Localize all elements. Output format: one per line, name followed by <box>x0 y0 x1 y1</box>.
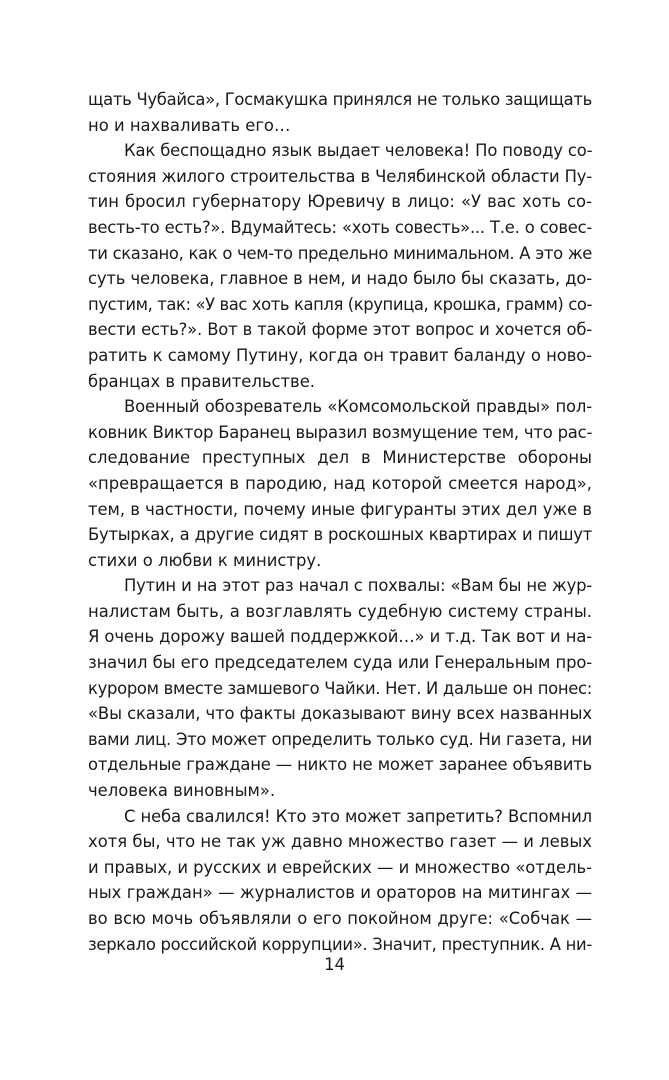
text-line: курором вместе замшевого Чайки. Нет. И дальше он понес: <box>88 678 592 698</box>
text-line: но и нахваливать его… <box>88 115 291 135</box>
text-line: отдельные граждане — никто не может заранее объявить <box>88 755 592 775</box>
text-line: стихи о любви к министру. <box>88 550 322 570</box>
text-line: ковник Виктор Баранец выразил возмущение тем, что рас- <box>88 422 593 442</box>
text-line: Бутырках, а другие сидят в роскошных квартирах и пишут <box>88 525 592 545</box>
text-line: тем, в частности, почему иные фигуранты этих дел уже в <box>88 499 592 519</box>
text-line: во всю мочь объявляли о его покойном друге: «Собчак — <box>88 909 592 928</box>
text-line: и правых, и русских и еврейских — и множество «отдель- <box>88 857 592 877</box>
text-line: стояния жилого строительства в Челябинской области Пу- <box>88 166 592 186</box>
text-line: Как беспощадно язык выдает человека! По поводу со- <box>124 141 593 161</box>
text-line: зеркало российской коррупции». Значит, преступник. А ни- <box>88 934 592 954</box>
text-line: «Вы сказали, что факты доказывают вину всех названных <box>88 704 592 724</box>
text-line: налистам быть, а возглавлять судебную систему страны. <box>88 601 592 621</box>
page-number: 14 <box>324 955 345 974</box>
text-line: щать Чубайса», Госмакушка принялся не только защищать <box>88 90 592 109</box>
text-line: вести есть?». Вот в такой форме этот вопрос и хочется об- <box>88 320 592 340</box>
text-line: суть человека, главное в нем, и надо было бы сказать, до- <box>88 269 592 289</box>
text-line: тин бросил губернатору Юревичу в лицо: «У вас хоть со- <box>88 192 592 212</box>
text-line: вами лиц. Это может определить только суд. Ни газета, ни <box>88 729 592 749</box>
body-text <box>88 87 592 957</box>
text-line: бранцах в правительстве. <box>88 371 316 391</box>
text-line: следование преступных дел в Министерстве обороны <box>88 448 592 468</box>
text-line: С неба свалился! Кто это может запретить? Вспомнил <box>124 806 592 826</box>
text-line: Я очень дорожу вашей поддержкой…» и т.д. Так вот и на- <box>88 627 593 647</box>
text-line: весть-то есть?». Вдумайтесь: «хоть совесть»... Т.е. о совес- <box>88 217 592 237</box>
text-line: ратить к самому Путину, когда он травит баланду о ново- <box>88 345 592 365</box>
text-line: ти сказано, как о чем-то предельно минимальном. А это же <box>88 243 592 263</box>
text-line: ных граждан» — журналистов и ораторов на митингах — <box>88 883 592 903</box>
text-line: Военный обозреватель «Комсомольской правды» пол- <box>124 397 592 417</box>
text-line: человека виновным». <box>88 781 276 801</box>
text-line: Путин и на этот раз начал с похвалы: «Вам бы не жур- <box>124 576 592 596</box>
text-line: «превращается в пародию, над которой смеется народ», <box>88 473 592 493</box>
text-line: значил бы его председателем суда или Генеральным про- <box>88 653 592 673</box>
text-line: хотя бы, что не так уж давно множество газет — и левых <box>88 832 592 852</box>
text-line: пустим, так: «У вас хоть капля (крупица, крошка, грамм) со- <box>88 294 592 314</box>
